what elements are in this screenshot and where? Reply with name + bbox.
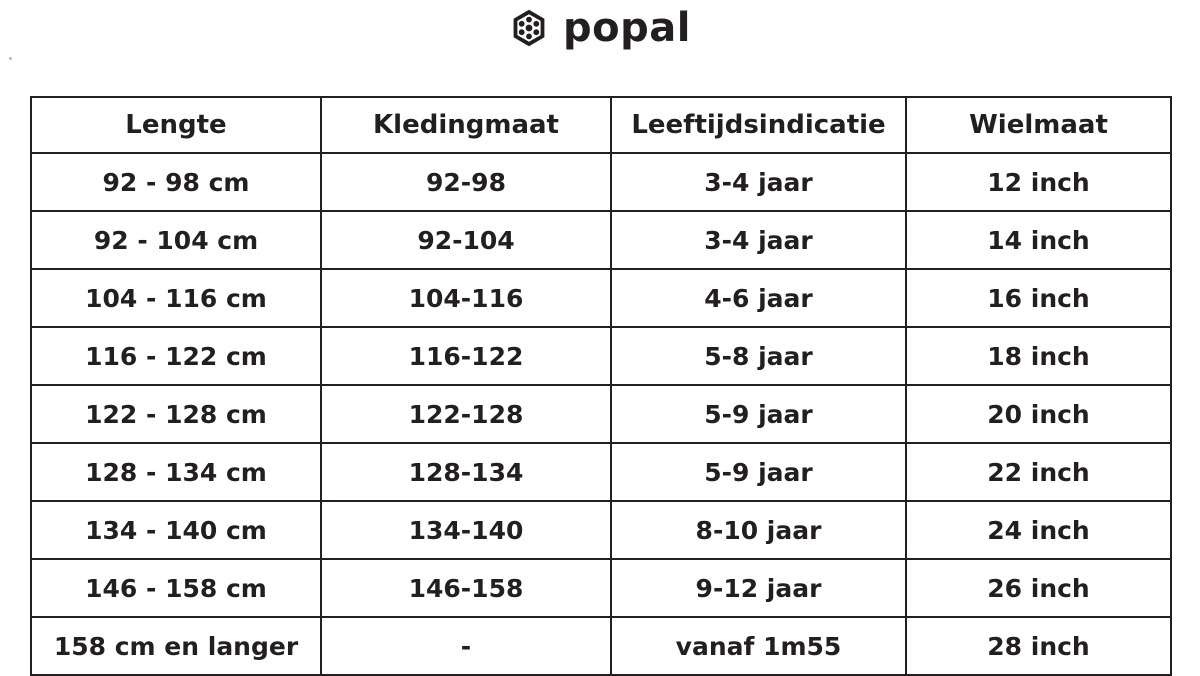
cell-kledingmaat: 128-134 <box>321 443 611 501</box>
cell-leeftijdsindicatie: 5-9 jaar <box>611 443 906 501</box>
cell-kledingmaat: - <box>321 617 611 675</box>
table-header-row <box>31 97 1171 153</box>
cell-kledingmaat: 116-122 <box>321 327 611 385</box>
table-row <box>31 501 1171 559</box>
flower-hexagon-icon <box>509 8 549 48</box>
column-header-lengte: Lengte <box>31 97 321 153</box>
table-row <box>31 211 1171 269</box>
cell-kledingmaat: 122-128 <box>321 385 611 443</box>
column-header-leeftijdsindicatie: Leeftijdsindicatie <box>611 97 906 153</box>
brand-header <box>0 0 1200 56</box>
cell-lengte: 128 - 134 cm <box>31 443 321 501</box>
size-table <box>30 96 1172 676</box>
cell-wielmaat: 16 inch <box>906 269 1171 327</box>
cell-kledingmaat: 92-98 <box>321 153 611 211</box>
cell-leeftijdsindicatie: 8-10 jaar <box>611 501 906 559</box>
table-row <box>31 443 1171 501</box>
table-row <box>31 559 1171 617</box>
table-row <box>31 385 1171 443</box>
cell-lengte: 158 cm en langer <box>31 617 321 675</box>
cell-kledingmaat: 146-158 <box>321 559 611 617</box>
cell-wielmaat: 12 inch <box>906 153 1171 211</box>
cell-lengte: 104 - 116 cm <box>31 269 321 327</box>
size-chart <box>30 96 1170 676</box>
cell-leeftijdsindicatie: 3-4 jaar <box>611 211 906 269</box>
cell-lengte: 146 - 158 cm <box>31 559 321 617</box>
table-row <box>31 327 1171 385</box>
cell-lengte: 92 - 104 cm <box>31 211 321 269</box>
cell-kledingmaat: 104-116 <box>321 269 611 327</box>
cell-wielmaat: 26 inch <box>906 559 1171 617</box>
cell-kledingmaat: 92-104 <box>321 211 611 269</box>
table-row <box>31 153 1171 211</box>
cell-leeftijdsindicatie: 5-9 jaar <box>611 385 906 443</box>
column-header-wielmaat: Wielmaat <box>906 97 1171 153</box>
cell-wielmaat: 18 inch <box>906 327 1171 385</box>
cell-wielmaat: 24 inch <box>906 501 1171 559</box>
cell-lengte: 116 - 122 cm <box>31 327 321 385</box>
table-row <box>31 617 1171 675</box>
cell-lengte: 134 - 140 cm <box>31 501 321 559</box>
column-header-kledingmaat: Kledingmaat <box>321 97 611 153</box>
cell-leeftijdsindicatie: 4-6 jaar <box>611 269 906 327</box>
cell-wielmaat: 20 inch <box>906 385 1171 443</box>
cell-lengte: 92 - 98 cm <box>31 153 321 211</box>
scan-artifact-dot <box>9 57 12 60</box>
popal-logo <box>509 5 691 51</box>
cell-leeftijdsindicatie: 9-12 jaar <box>611 559 906 617</box>
cell-leeftijdsindicatie: 3-4 jaar <box>611 153 906 211</box>
cell-wielmaat: 14 inch <box>906 211 1171 269</box>
cell-wielmaat: 28 inch <box>906 617 1171 675</box>
table-row <box>31 269 1171 327</box>
cell-leeftijdsindicatie: vanaf 1m55 <box>611 617 906 675</box>
cell-kledingmaat: 134-140 <box>321 501 611 559</box>
cell-leeftijdsindicatie: 5-8 jaar <box>611 327 906 385</box>
cell-lengte: 122 - 128 cm <box>31 385 321 443</box>
brand-wordmark: popal <box>563 5 691 51</box>
cell-wielmaat: 22 inch <box>906 443 1171 501</box>
